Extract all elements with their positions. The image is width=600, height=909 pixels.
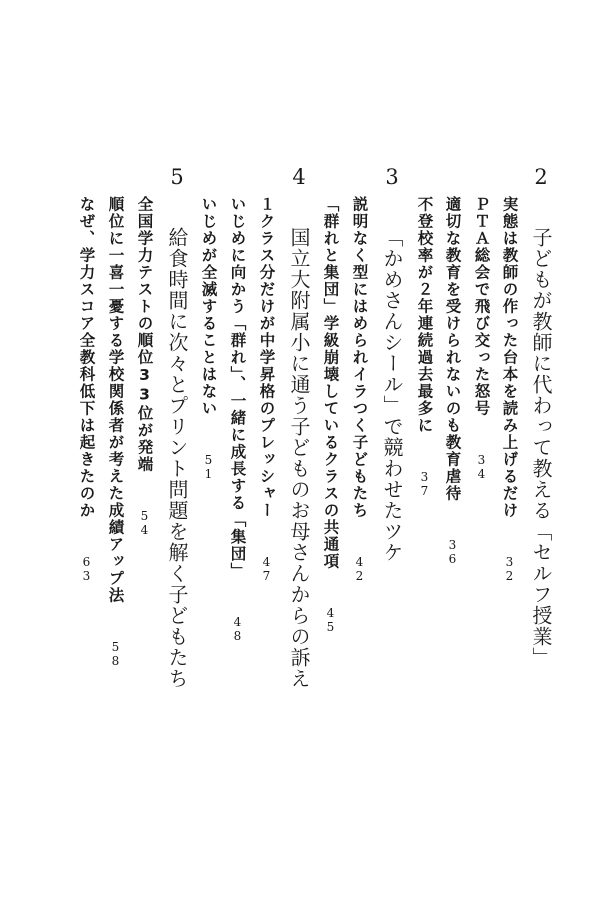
section-heading [530, 165, 551, 668]
section-number: 3 [380, 165, 404, 190]
entry-title: いじめが全滅することはない [199, 196, 218, 417]
entry-title: 不登校率が２年連続過去最多に [415, 196, 434, 434]
section-title: 子どもが教師に代わって教える「セルフ授業」 [529, 227, 553, 668]
entry-page: 58 [108, 639, 123, 668]
entry-title: 順位に一喜一憂する学校関係者が考えた成績アップ法 [106, 196, 125, 604]
entry-title: 「群れと集団」学級崩壊しているクラスの共通項 [321, 196, 340, 570]
entry-title: 適切な教育を受けられないのも教育虐待 [443, 196, 462, 502]
toc-entry [136, 196, 152, 537]
toc-entry [416, 196, 432, 498]
section-title: 給食時間に次々とプリント問題を解く子どもたち [165, 227, 189, 689]
entry-page: 51 [201, 452, 216, 481]
toc-entry [78, 196, 94, 583]
entry-title: 全国学力テストの順位33位が発端 [135, 196, 154, 473]
entry-page: 34 [474, 452, 489, 481]
toc-entry [229, 196, 245, 643]
entry-page: 37 [417, 469, 432, 498]
toc-entry [258, 196, 274, 583]
section-heading [166, 165, 187, 689]
entry-title: いじめに向かう「群れ」、一緒に成長する「集団」 [228, 196, 247, 580]
entry-title: 説明なく型にはめられイラつく子どもたち [350, 196, 369, 519]
entry-title: １クラス分だけが中学昇格のプレッシャー [257, 196, 276, 519]
entry-title: 実態は教師の作った台本を読み上げるだけ [500, 196, 519, 519]
entry-title: ＰＴＡ総会で飛び交った怒号 [472, 196, 491, 417]
section-heading [381, 165, 402, 563]
section-title: 国立大附属小に通う子どものお母さんからの訴え [287, 227, 311, 689]
toc-entry [501, 196, 517, 583]
toc-entry [444, 196, 460, 566]
toc-entry [107, 196, 123, 668]
section-number: 2 [529, 165, 553, 190]
toc-entry [351, 196, 367, 583]
entry-page: 36 [445, 537, 460, 566]
entry-page: 63 [79, 554, 94, 583]
entry-page: 48 [230, 614, 245, 643]
toc-entry [473, 196, 489, 481]
toc-entry [322, 196, 338, 634]
entry-page: 47 [259, 554, 274, 583]
entry-title: なぜ、学力スコア全教科低下は起きたのか [77, 196, 96, 519]
entry-page: 32 [502, 554, 517, 583]
section-heading [288, 165, 309, 689]
entry-page: 42 [352, 554, 367, 583]
entry-page: 54 [137, 508, 152, 537]
toc-entry [200, 196, 216, 481]
section-number: 5 [165, 165, 189, 190]
section-number: 4 [287, 165, 311, 190]
section-title: 「かめさんシール」で競わせたツケ [380, 227, 404, 563]
entry-page: 45 [323, 605, 338, 634]
